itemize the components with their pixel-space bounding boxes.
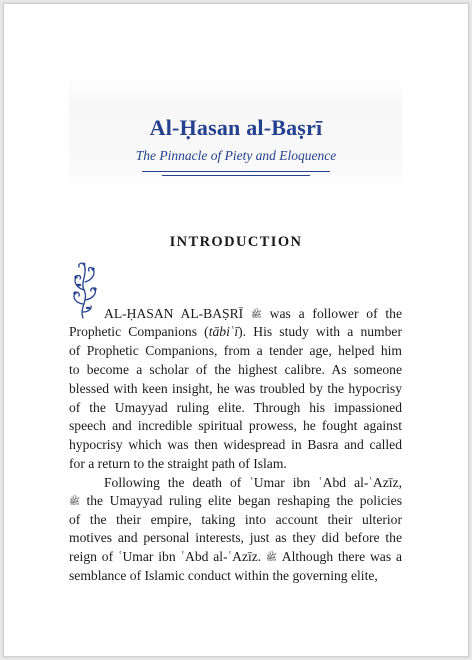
italic-term: tābiʿī bbox=[208, 324, 239, 339]
section-heading: INTRODUCTION bbox=[169, 234, 303, 250]
title-rule-lower bbox=[162, 175, 310, 176]
honorific-glyph: ﷺ bbox=[266, 552, 277, 562]
title-rule-upper bbox=[142, 171, 330, 172]
text-line bbox=[69, 456, 402, 472]
chapter-subtitle: The Pinnacle of Piety and Eloquence bbox=[135, 148, 337, 163]
text-line bbox=[69, 381, 402, 397]
text-run: for a return to the straight path of Islam. bbox=[69, 456, 287, 471]
text-run: ). His study with a number bbox=[238, 324, 402, 339]
chapter-title: Al-Ḥasan al-Baṣrī bbox=[149, 115, 323, 140]
text-run: blessed with keen insight, he was troubled by the hypocrisy bbox=[69, 381, 402, 396]
text-run: of the Umayyad ruling elite. Through his impassioned bbox=[69, 400, 402, 415]
text-run: semblance of Islamic conduct within the governing elite, bbox=[69, 568, 378, 583]
text-line bbox=[69, 568, 402, 584]
text-line bbox=[104, 306, 402, 322]
honorific-glyph: ﷺ bbox=[69, 496, 80, 506]
text-run: AL-ḤASAN AL-BAṢRĪ bbox=[104, 306, 251, 321]
text-line bbox=[69, 549, 402, 565]
text-run: reign of ʿUmar ibn ʿAbd al-ʿAzīz. bbox=[69, 549, 267, 564]
text-run: motives and personal interests, just as they did before the bbox=[69, 530, 402, 545]
text-line bbox=[69, 512, 402, 528]
text-run: speech and incredible spiritual prowess, he fought against bbox=[69, 418, 402, 433]
text-line bbox=[69, 400, 402, 416]
text-line bbox=[69, 362, 402, 378]
text-run: hypocrisy which was then widespread in Basra and called bbox=[69, 437, 402, 452]
text-run: of Prophetic Companions, from a tender age, helped him bbox=[69, 343, 402, 358]
text-line bbox=[69, 493, 402, 509]
text-line bbox=[69, 437, 402, 453]
text-run: Although there was a bbox=[276, 549, 402, 564]
text-run: the Umayyad ruling elite began reshaping the policies bbox=[79, 493, 402, 508]
text-run: Prophetic Companions ( bbox=[69, 324, 209, 339]
text-line bbox=[104, 475, 402, 491]
text-run: of the their empire, taking into account their ulterior bbox=[69, 512, 402, 527]
text-line bbox=[69, 418, 402, 434]
honorific-glyph: ﷺ bbox=[251, 309, 262, 319]
text-line bbox=[69, 324, 402, 340]
text-line bbox=[69, 343, 402, 359]
floral-vine-ornament-icon bbox=[69, 260, 101, 320]
text-run: was a follower of the bbox=[261, 306, 402, 321]
text-run: Following the death of ʿUmar ibn ʿAbd al-ʿAzīz, bbox=[104, 475, 402, 490]
text-line bbox=[69, 530, 402, 546]
text-run: to become a scholar of the highest calibre. As someone bbox=[69, 362, 402, 377]
